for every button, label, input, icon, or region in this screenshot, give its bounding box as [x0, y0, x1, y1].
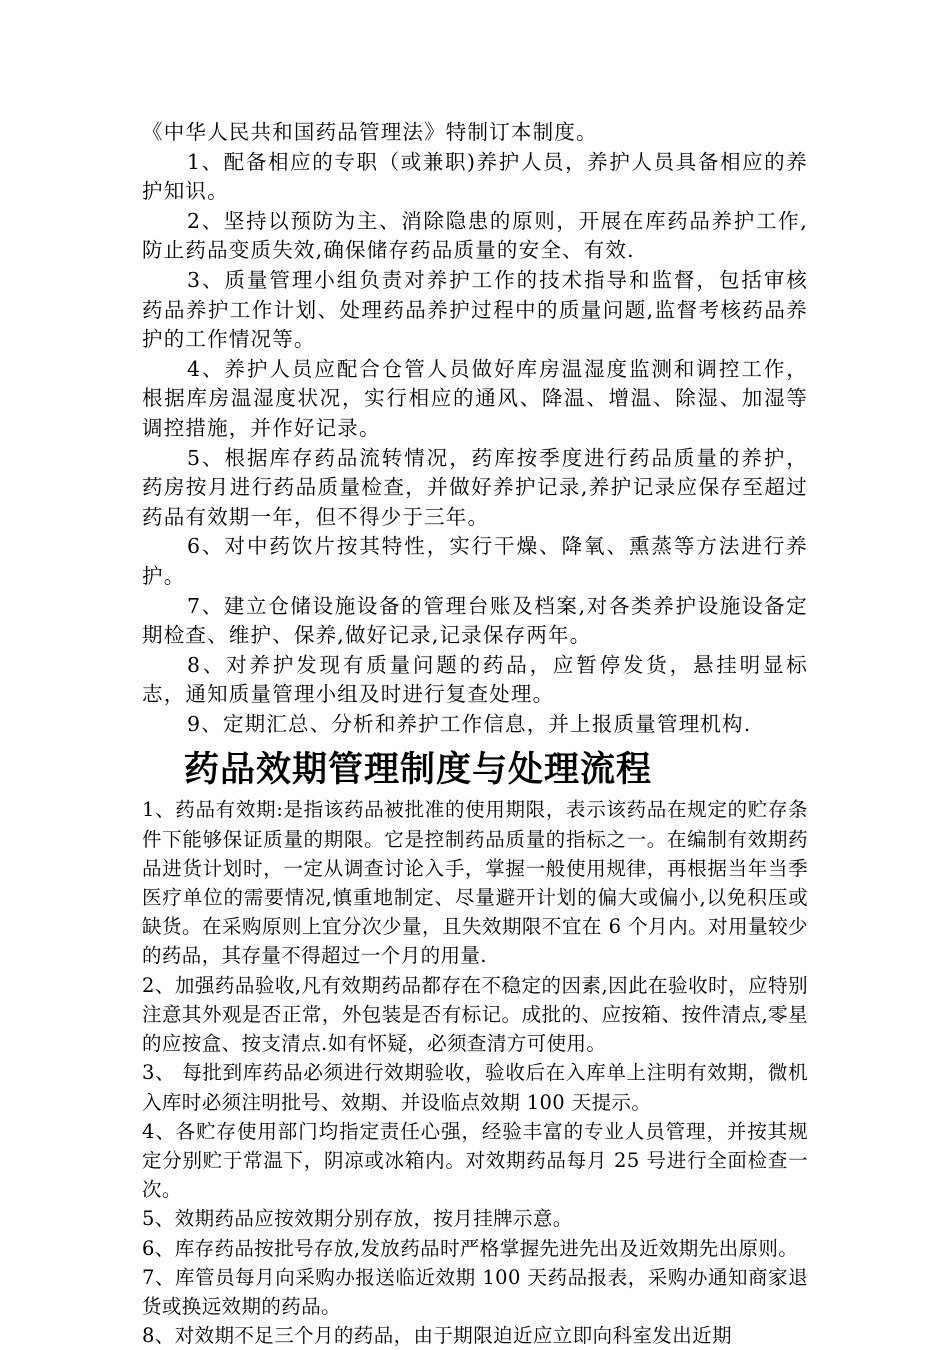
rule-item-8: 8、对养护发现有质量问题的药品，应暂停发货，悬挂明显标志，通知质量管理小组及时进行复查处理。: [142, 652, 808, 707]
rule-item-7: 7、建立仓储设施设备的管理台账及档案,对各类养护设施设备定期检查、维护、保养,做好记录,记录保存两年。: [142, 593, 808, 648]
expiry-item-2: 2、加强药品验收,凡有效期药品都存在不稳定的因素,因此在验收时，应特别注意其外观是否正常，外包装是否有标记。成批的、应按箱、按件清点,零星的应按盒、按支清点.如有怀疑，必须查清方可使用。: [142, 973, 808, 1056]
expiry-item-7: 7、库管员每月向采购办报送临近效期 100 天药品报表，采购办通知商家退货或换远效期的药品。: [142, 1265, 808, 1318]
expiry-item-8: 8、对效期不足三个月的药品，由于期限迫近应立即向科室发出近期: [142, 1324, 732, 1348]
rule-item-5: 5、根据库存药品流转情况，药库按季度进行药品质量的养护，药房按月进行药品质量检查，并做好养护记录,养护记录应保存至超过药品有效期一年，但不得少于三年。: [142, 445, 808, 529]
expiry-item-1: 1、药品有效期:是指该药品被批准的使用期限，表示该药品在规定的贮存条件下能够保证质量的期限。它是控制药品质量的指标之一。在编制有效期药品进货计划时，一定从调查讨论入手，掌握一般使用规律，再根据当年当季医疗单位的需要情况,慎重地制定、尽量避开计划的偏大或偏小,以免积压或缺货。在采购原则上宜分次少量，且失效期限不宜在 6 个月内。对用量较少的药品，其存量不得超过一个月的用量.: [142, 798, 808, 968]
rule-item-1: 1、配备相应的专职（或兼职)养护人员，养护人员具备相应的养护知识。: [142, 149, 808, 204]
rule-item-6: 6、对中药饮片按其特性，实行干燥、降氧、熏蒸等方法进行养护。: [142, 534, 808, 588]
expiry-item-3: 3、 每批到库药品必须进行效期验收，验收后在入库单上注明有效期，微机入库时必须注明批号、效期、并设临点效期 100 天提示。: [142, 1061, 808, 1114]
rule-item-9: 9、定期汇总、分析和养护工作信息，并上报质量管理机构.: [187, 711, 752, 736]
expiry-item-4: 4、各贮存使用部门均指定责任心强，经验丰富的专业人员管理，并按其规定分别贮于常温下，阴凉或冰箱内。对效期药品每月 25 号进行全面检查一次。: [142, 1119, 808, 1202]
rule-item-3: 3、质量管理小组负责对养护工作的技术指导和监督，包括审核药品养护工作计划、处理药品养护过程中的质量问题,监督考核药品养护的工作情况等。: [142, 267, 808, 352]
document-page: [142, 118, 808, 1350]
intro-paragraph: 《中华人民共和国药品管理法》特制订本制度。: [142, 120, 598, 144]
rule-item-2: 2、坚持以预防为主、消除隐患的原则，开展在库药品养护工作,防止药品变质失效,确保储存药品质量的安全、有效.: [142, 208, 808, 263]
expiry-management-section: [142, 795, 808, 1350]
section-title: 药品效期管理制度与处理流程: [184, 750, 653, 791]
maintenance-rules-section: [142, 118, 808, 739]
rule-item-4: 4、养护人员应配合仓管人员做好库房温湿度监测和调控工作，根据库房温湿度状况，实行相应的通风、降温、增温、除湿、加湿等调控措施，并作好记录。: [142, 356, 808, 440]
expiry-item-6: 6、库存药品按批号存放,发放药品时严格掌握先进先出及近效期先出原则。: [142, 1236, 799, 1260]
expiry-item-5: 5、效期药品应按效期分别存放，按月挂牌示意。: [142, 1207, 573, 1231]
